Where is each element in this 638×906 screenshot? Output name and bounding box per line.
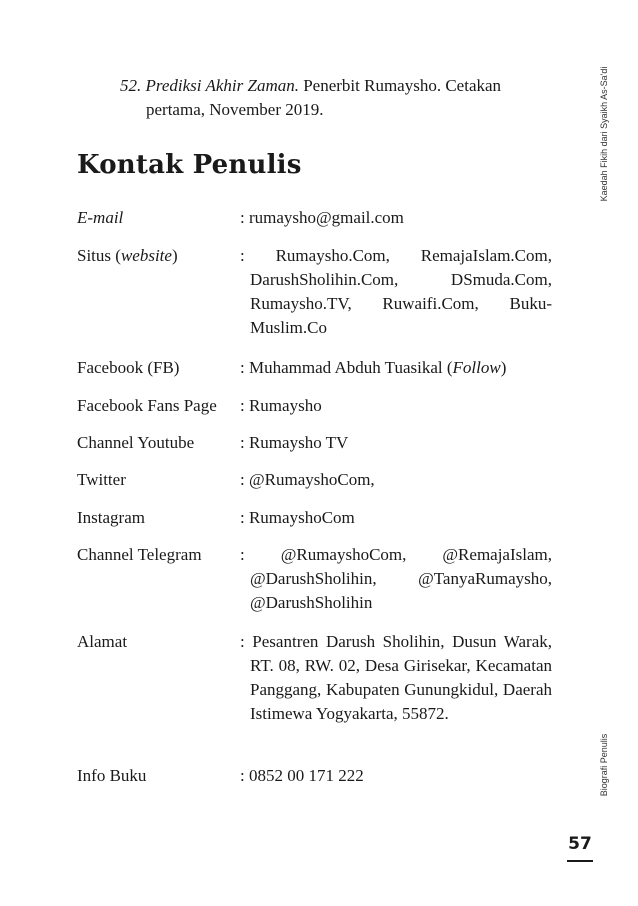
contact-value: : rumaysho@gmail.com — [240, 208, 404, 227]
contact-value: : @RumayshoCom, — [240, 470, 375, 489]
contact-value: : Pesantren Darush Sholihin, Dusun Warak, RT. 08, RW. 02, Desa Girisekar, Kecamatan Panggang, Kabupaten Gunungkidul, Daerah Istimewa Yogyakarta, 55872. — [240, 632, 552, 723]
contact-label: Situs (website) — [77, 246, 178, 265]
contact-label: Alamat — [77, 632, 128, 651]
entry-publisher: Penerbit Rumaysho. Cetakan — [303, 76, 502, 95]
contact-value: : @RumayshoCom, @RemajaIslam, @DarushSholihin, @TanyaRumaysho, @DarushSholihin — [240, 545, 552, 612]
contact-value: : Rumaysho — [240, 396, 322, 415]
running-head-chapter — [596, 722, 612, 808]
contact-value: : Muhammad Abduh Tuasikal (Follow) — [240, 358, 507, 377]
contact-label: Facebook Fans Page — [77, 396, 217, 415]
page-number: 57 — [568, 834, 592, 854]
contact-label: Channel Youtube — [77, 433, 195, 452]
contact-label: Instagram — [77, 508, 145, 527]
section-heading: Kontak Penulis — [77, 150, 302, 180]
contact-label: Twitter — [77, 470, 126, 489]
bibliography-entry — [120, 74, 540, 122]
contact-value: : 0852 00 171 222 — [240, 766, 364, 785]
running-head-text: Kaedah Fikih dari Syaikh As-Sa'di — [599, 66, 609, 202]
entry-edition: pertama, November 2019. — [146, 100, 324, 119]
contact-value: : Rumaysho.Com, RemajaIslam.Com, DarushSholihin.Com, DSmuda.Com, Rumaysho.TV, Ruwaifi.Com, Buku-Muslim.Co — [240, 246, 552, 337]
contact-label: Info Buku — [77, 766, 147, 785]
contact-label: Facebook (FB) — [77, 358, 180, 377]
book-title: Prediksi Akhir Zaman. — [145, 76, 299, 95]
running-head-text: Biografi Penulis — [599, 733, 609, 797]
running-head-book-title — [596, 52, 612, 216]
entry-number: 52. — [120, 76, 142, 95]
contact-label: Channel Telegram — [77, 545, 202, 564]
contact-value: : RumayshoCom — [240, 508, 355, 527]
contact-label: E-mail — [77, 208, 124, 227]
page-number-rule — [567, 860, 593, 862]
contact-value: : Rumaysho TV — [240, 433, 349, 452]
